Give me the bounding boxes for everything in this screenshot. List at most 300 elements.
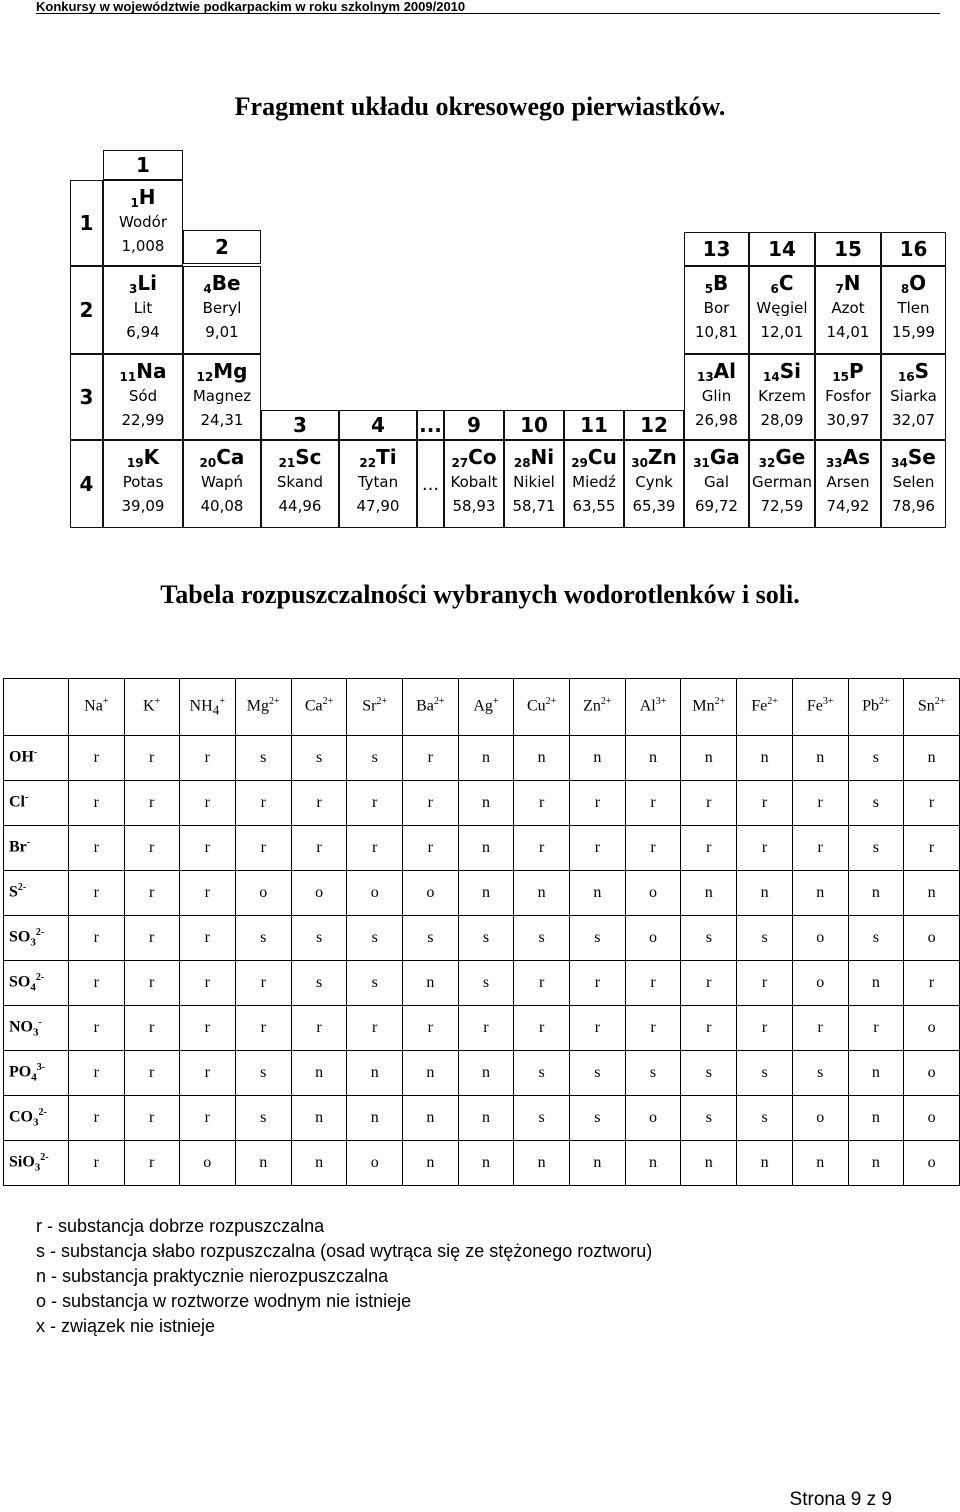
- solubility-cell: r: [681, 781, 737, 826]
- element-cell: [261, 440, 339, 528]
- element-name: Bor: [703, 299, 730, 317]
- solubility-cell: r: [291, 1006, 347, 1051]
- cation-header: $Sn^{2+}$: [904, 679, 960, 736]
- cation-header: $Sr^{2+}$: [347, 679, 403, 736]
- solubility-cell: s: [848, 826, 904, 871]
- solubility-cell: n: [737, 1141, 793, 1186]
- solubility-cell: n: [347, 1096, 403, 1141]
- solubility-cell: r: [347, 781, 403, 826]
- element-symbol: $_{34}$Se: [891, 445, 936, 470]
- solubility-cell: s: [347, 736, 403, 781]
- element-name: Krzem: [758, 387, 806, 405]
- solubility-cell: r: [904, 781, 960, 826]
- element-name: Glin: [701, 387, 732, 405]
- solubility-cell: n: [291, 1051, 347, 1096]
- cation-header: $NH_4^+$: [179, 679, 235, 736]
- solubility-table: [3, 678, 960, 1186]
- solubility-cell: s: [625, 1051, 681, 1096]
- element-cell: [815, 354, 881, 440]
- element-name: Magnez: [192, 387, 252, 405]
- cation-header-row: [4, 679, 960, 736]
- solubility-cell: o: [625, 1096, 681, 1141]
- solubility-cell: n: [681, 1141, 737, 1186]
- element-mass: 63,55: [572, 497, 616, 515]
- solubility-cell: s: [347, 961, 403, 1006]
- solubility-cell: r: [570, 826, 626, 871]
- element-mass: 10,81: [695, 323, 738, 341]
- solubility-cell: r: [291, 826, 347, 871]
- solubility-cell: n: [625, 1141, 681, 1186]
- solubility-cell: n: [848, 1051, 904, 1096]
- element-name: Lit: [133, 299, 153, 317]
- anion-label: Cl-: [4, 781, 69, 826]
- solubility-cell: r: [792, 1006, 848, 1051]
- solubility-cell: n: [458, 1096, 514, 1141]
- element-symbol: $_3$Li: [129, 271, 157, 296]
- solubility-cell: n: [291, 1141, 347, 1186]
- table-row: [4, 736, 960, 781]
- page-header: Konkursy w województwie podkarpackim w roku szkolnym 2009/2010: [36, 0, 940, 14]
- solubility-cell: o: [235, 871, 291, 916]
- solubility-cell: r: [625, 826, 681, 871]
- solubility-cell: o: [792, 916, 848, 961]
- element-mass: 32,07: [892, 411, 935, 429]
- anion-label: OH-: [4, 736, 69, 781]
- solubility-cell: s: [737, 1096, 793, 1141]
- cation-header: $Al^{3+}$: [625, 679, 681, 736]
- cation-header: $Ca^{2+}$: [291, 679, 347, 736]
- solubility-cell: n: [848, 1096, 904, 1141]
- solubility-cell: s: [848, 916, 904, 961]
- element-symbol: $_{31}$Ga: [693, 445, 740, 470]
- solubility-cell: o: [904, 1096, 960, 1141]
- element-cell: [624, 440, 684, 528]
- element-symbol: $_7$N: [835, 271, 861, 296]
- cation-header: $Mg^{2+}$: [235, 679, 291, 736]
- solubility-cell: s: [737, 1051, 793, 1096]
- solubility-cell: s: [235, 1096, 291, 1141]
- solubility-cell: s: [235, 1051, 291, 1096]
- element-cell: [564, 440, 624, 528]
- group-header: 10: [504, 410, 564, 440]
- cation-header: $Mn^{2+}$: [681, 679, 737, 736]
- solubility-cell: s: [792, 1051, 848, 1096]
- solubility-cell: n: [402, 1096, 458, 1141]
- solubility-cell: n: [514, 871, 570, 916]
- group-header: ...: [417, 410, 444, 440]
- solubility-cell: n: [904, 871, 960, 916]
- element-symbol: $_{22}$Ti: [359, 445, 397, 470]
- group-header: 11: [564, 410, 624, 440]
- solubility-cell: s: [291, 736, 347, 781]
- element-symbol: $_5$B: [704, 271, 729, 296]
- element-symbol: $_{33}$As: [825, 445, 871, 470]
- solubility-cell: r: [402, 781, 458, 826]
- element-cell: [183, 354, 261, 440]
- cation-header: $Fe^{3+}$: [792, 679, 848, 736]
- element-mass: 65,39: [632, 497, 676, 515]
- element-name: Fosfor: [825, 387, 871, 405]
- solubility-cell: r: [848, 1006, 904, 1051]
- solubility-cell: n: [402, 1051, 458, 1096]
- element-mass: 12,01: [760, 323, 804, 341]
- solubility-cell: r: [124, 826, 179, 871]
- cation-header: $Fe^{2+}$: [737, 679, 793, 736]
- element-name: Nikiel: [513, 473, 555, 491]
- element-mass: 78,96: [892, 497, 935, 515]
- group-header: 14: [749, 232, 815, 266]
- period-number: 1: [70, 180, 103, 266]
- solubility-cell: r: [179, 1006, 235, 1051]
- solubility-cell: r: [69, 781, 125, 826]
- solubility-cell: s: [514, 916, 570, 961]
- table-row: [4, 1051, 960, 1096]
- element-name: Tlen: [897, 299, 930, 317]
- solubility-cell: s: [681, 1096, 737, 1141]
- solubility-cell: r: [625, 1006, 681, 1051]
- solubility-cell: r: [737, 1006, 793, 1051]
- solubility-cell: n: [625, 736, 681, 781]
- element-name: Siarka: [890, 387, 937, 405]
- element-name: Wapń: [200, 473, 244, 491]
- solubility-cell: o: [792, 961, 848, 1006]
- solubility-cell: o: [792, 1096, 848, 1141]
- solubility-cell: s: [402, 916, 458, 961]
- element-cell: [684, 354, 749, 440]
- element-symbol: $_{12}$Mg: [196, 359, 248, 384]
- element-symbol: $_6$C: [770, 271, 794, 296]
- solubility-cell: r: [681, 1006, 737, 1051]
- cation-header: $Pb^{2+}$: [848, 679, 904, 736]
- solubility-cell: n: [848, 1141, 904, 1186]
- solubility-cell: r: [124, 1051, 179, 1096]
- element-cell: [183, 266, 261, 354]
- solubility-cell: n: [402, 1141, 458, 1186]
- legend: [36, 1214, 652, 1339]
- solubility-cell: n: [737, 736, 793, 781]
- element-mass: 9,01: [205, 323, 239, 341]
- anion-label: $CO_3^{2-}$: [4, 1096, 69, 1141]
- solubility-cell: r: [124, 961, 179, 1006]
- group-header: 13: [684, 232, 749, 266]
- solubility-cell: n: [570, 1141, 626, 1186]
- anion-label: $SO_4^{2-}$: [4, 961, 69, 1006]
- group-header: 15: [815, 232, 881, 266]
- solubility-cell: n: [681, 871, 737, 916]
- element-symbol: $_{19}$K: [126, 445, 160, 470]
- element-cell: [881, 440, 946, 528]
- element-cell: [684, 266, 749, 354]
- solubility-cell: s: [570, 1051, 626, 1096]
- element-name: Selen: [892, 473, 935, 491]
- element-symbol: $_{11}$Na: [119, 359, 167, 384]
- solubility-cell: n: [904, 736, 960, 781]
- table-row: [4, 1096, 960, 1141]
- element-name: Arsen: [826, 473, 870, 491]
- legend-item: n - substancja praktycznie nierozpuszczalna: [36, 1266, 389, 1286]
- solubility-cell: o: [347, 871, 403, 916]
- solubility-cell: n: [235, 1141, 291, 1186]
- solubility-cell: r: [124, 916, 179, 961]
- table-row: [4, 871, 960, 916]
- cation-header: Ag+: [458, 679, 514, 736]
- element-symbol: $_{20}$Ca: [199, 445, 245, 470]
- element-cell: [444, 440, 504, 528]
- element-mass: 1,008: [121, 237, 165, 255]
- element-mass: 44,96: [278, 497, 322, 515]
- cation-header: $Zn^{2+}$: [570, 679, 626, 736]
- solubility-cell: r: [681, 826, 737, 871]
- element-cell: [103, 354, 183, 440]
- solubility-cell: n: [792, 736, 848, 781]
- element-name: Gal: [704, 473, 729, 491]
- element-mass: 72,59: [760, 497, 804, 515]
- table-row: [4, 1006, 960, 1051]
- element-symbol: $_{27}$Co: [451, 445, 497, 470]
- solubility-cell: s: [514, 1051, 570, 1096]
- group-header: 4: [339, 410, 417, 440]
- solubility-cell: o: [402, 871, 458, 916]
- solubility-cell: r: [179, 1051, 235, 1096]
- cation-header: K+: [124, 679, 179, 736]
- solubility-cell: r: [737, 961, 793, 1006]
- solubility-cell: s: [291, 961, 347, 1006]
- solubility-cell: s: [291, 916, 347, 961]
- solubility-cell: r: [514, 826, 570, 871]
- anion-label: $PO_4^{3-}$: [4, 1051, 69, 1096]
- solubility-cell: o: [904, 916, 960, 961]
- period-number: 4: [70, 440, 103, 528]
- page-number: Strona 9 z 9: [789, 1489, 892, 1510]
- solubility-cell: r: [179, 1096, 235, 1141]
- element-mass: 22,99: [121, 411, 165, 429]
- solubility-cell: r: [792, 781, 848, 826]
- anion-label: SiO$_3^{2-}$: [4, 1141, 69, 1186]
- solubility-cell: r: [792, 826, 848, 871]
- solubility-cell: o: [179, 1141, 235, 1186]
- solubility-cell: o: [904, 1006, 960, 1051]
- element-symbol: $_{30}$Zn: [631, 445, 677, 470]
- solubility-cell: r: [179, 781, 235, 826]
- element-name: Azot: [831, 299, 865, 317]
- element-mass: 24,31: [200, 411, 244, 429]
- solubility-cell: r: [235, 1006, 291, 1051]
- element-mass: 26,98: [695, 411, 738, 429]
- element-cell: [749, 440, 815, 528]
- table-row: [4, 961, 960, 1006]
- periodic-table: [70, 150, 946, 528]
- solubility-cell: s: [570, 916, 626, 961]
- element-cell: [103, 266, 183, 354]
- solubility-cell: r: [69, 871, 125, 916]
- element-cell: [749, 266, 815, 354]
- solubility-cell: n: [514, 736, 570, 781]
- anion-label: Br-: [4, 826, 69, 871]
- element-mass: 39,09: [121, 497, 165, 515]
- legend-item: s - substancja słabo rozpuszczalna (osad wytrąca się ze stężonego roztworu): [36, 1241, 653, 1261]
- solubility-cell: s: [235, 916, 291, 961]
- element-mass: 28,09: [760, 411, 804, 429]
- element-cell: [881, 266, 946, 354]
- period-number: 2: [70, 266, 103, 354]
- solubility-cell: r: [402, 1006, 458, 1051]
- solubility-cell: r: [625, 781, 681, 826]
- solubility-cell: n: [458, 1141, 514, 1186]
- solubility-cell: s: [681, 1051, 737, 1096]
- element-name: German: [751, 473, 813, 491]
- solubility-cell: n: [848, 871, 904, 916]
- solubility-table-title: Tabela rozpuszczalności wybranych wodorotlenków i soli.: [160, 580, 800, 609]
- solubility-cell: n: [291, 1096, 347, 1141]
- solubility-cell: r: [570, 1006, 626, 1051]
- solubility-cell: s: [458, 916, 514, 961]
- solubility-cell: r: [514, 961, 570, 1006]
- solubility-cell: r: [570, 961, 626, 1006]
- solubility-cell: r: [124, 736, 179, 781]
- solubility-cell: n: [458, 736, 514, 781]
- element-cell: [103, 180, 183, 266]
- element-name: Potas: [122, 473, 164, 491]
- element-symbol: $_{21}$Sc: [278, 445, 322, 470]
- element-symbol: $_8$O: [900, 271, 927, 296]
- table-row: [4, 826, 960, 871]
- solubility-cell: r: [69, 1096, 125, 1141]
- solubility-cell: r: [124, 1141, 179, 1186]
- element-mass: 47,90: [356, 497, 400, 515]
- group-header: 12: [624, 410, 684, 440]
- solubility-cell: s: [681, 916, 737, 961]
- element-cell: [504, 440, 564, 528]
- element-name: Tytan: [357, 473, 399, 491]
- solubility-cell: r: [69, 1051, 125, 1096]
- element-name: Kobalt: [450, 473, 498, 491]
- solubility-cell: s: [848, 736, 904, 781]
- solubility-cell: n: [570, 871, 626, 916]
- solubility-cell: r: [904, 961, 960, 1006]
- solubility-cell: n: [458, 1051, 514, 1096]
- element-mass: 40,08: [200, 497, 244, 515]
- solubility-cell: o: [347, 1141, 403, 1186]
- element-cell: [881, 354, 946, 440]
- solubility-cell: r: [402, 826, 458, 871]
- solubility-cell: n: [848, 961, 904, 1006]
- solubility-cell: r: [402, 736, 458, 781]
- group-header: 3: [261, 410, 339, 440]
- solubility-cell: o: [291, 871, 347, 916]
- cation-header: Na+: [69, 679, 125, 736]
- period-number: 3: [70, 354, 103, 440]
- solubility-cell: r: [69, 1141, 125, 1186]
- periodic-table-title: Fragment układu okresowego pierwiastków.: [234, 92, 726, 121]
- solubility-cell: n: [458, 826, 514, 871]
- legend-item: r - substancja dobrze rozpuszczalna: [36, 1216, 325, 1236]
- solubility-cell: n: [792, 871, 848, 916]
- element-symbol: $_4$Be: [203, 271, 241, 296]
- element-name: Sód: [128, 387, 158, 405]
- legend-item: o - substancja w roztworze wodnym nie istnieje: [36, 1291, 412, 1311]
- solubility-cell: r: [625, 961, 681, 1006]
- solubility-cell: n: [458, 871, 514, 916]
- solubility-cell: r: [69, 1006, 125, 1051]
- element-name: Beryl: [202, 299, 242, 317]
- solubility-cell: r: [179, 736, 235, 781]
- group-header: 2: [183, 230, 261, 264]
- anion-label: $S^{2-}$: [4, 871, 69, 916]
- solubility-cell: r: [179, 916, 235, 961]
- table-row: [4, 916, 960, 961]
- table-row: [4, 781, 960, 826]
- anion-label: $NO_3^-$: [4, 1006, 69, 1051]
- solubility-cell: r: [514, 1006, 570, 1051]
- solubility-cell: r: [179, 961, 235, 1006]
- legend-item: x - związek nie istnieje: [36, 1316, 216, 1336]
- solubility-cell: s: [235, 736, 291, 781]
- solubility-cell: n: [737, 871, 793, 916]
- element-cell: [339, 440, 417, 528]
- table-row: [4, 1141, 960, 1186]
- solubility-cell: r: [347, 826, 403, 871]
- solubility-cell: o: [904, 1141, 960, 1186]
- element-name: Skand: [276, 473, 324, 491]
- element-mass: 30,97: [826, 411, 870, 429]
- element-symbol: $_1$H: [130, 185, 156, 210]
- element-symbol: $_{14}$Si: [763, 359, 801, 384]
- corner-cell: [4, 679, 69, 736]
- solubility-cell: o: [904, 1051, 960, 1096]
- element-symbol: $_{29}$Cu: [571, 445, 617, 470]
- solubility-cell: n: [402, 961, 458, 1006]
- solubility-cell: r: [570, 781, 626, 826]
- solubility-cell: r: [124, 1006, 179, 1051]
- solubility-cell: r: [514, 781, 570, 826]
- element-cell: [815, 266, 881, 354]
- element-cell: [749, 354, 815, 440]
- element-mass: 6,94: [126, 323, 160, 341]
- solubility-cell: r: [737, 781, 793, 826]
- solubility-cell: s: [848, 781, 904, 826]
- anion-label: $SO_3^{2-}$: [4, 916, 69, 961]
- solubility-cell: r: [737, 826, 793, 871]
- element-symbol: $_{13}$Al: [696, 359, 737, 384]
- solubility-cell: s: [347, 916, 403, 961]
- element-mass: 58,71: [512, 497, 556, 515]
- element-name: Cynk: [635, 473, 673, 491]
- element-cell: [103, 440, 183, 528]
- element-mass: 69,72: [695, 497, 738, 515]
- element-mass: 74,92: [826, 497, 870, 515]
- solubility-cell: r: [124, 781, 179, 826]
- solubility-cell: r: [681, 961, 737, 1006]
- solubility-cell: o: [625, 916, 681, 961]
- element-name: Wodór: [119, 213, 167, 231]
- cation-header: $Ba^{2+}$: [402, 679, 458, 736]
- solubility-cell: s: [570, 1096, 626, 1141]
- solubility-cell: n: [681, 736, 737, 781]
- solubility-cell: r: [291, 781, 347, 826]
- element-symbol: $_{28}$Ni: [513, 445, 555, 470]
- cation-header: $Cu^{2+}$: [514, 679, 570, 736]
- ellipsis-cell: ...: [417, 440, 444, 528]
- solubility-cell: r: [347, 1006, 403, 1051]
- solubility-cell: r: [179, 871, 235, 916]
- element-name: Miedź: [572, 473, 616, 491]
- solubility-cell: r: [235, 781, 291, 826]
- solubility-cell: r: [69, 826, 125, 871]
- solubility-cell: r: [124, 1096, 179, 1141]
- element-symbol: $_{16}$S: [897, 359, 930, 384]
- solubility-cell: r: [69, 736, 125, 781]
- element-mass: 58,93: [452, 497, 496, 515]
